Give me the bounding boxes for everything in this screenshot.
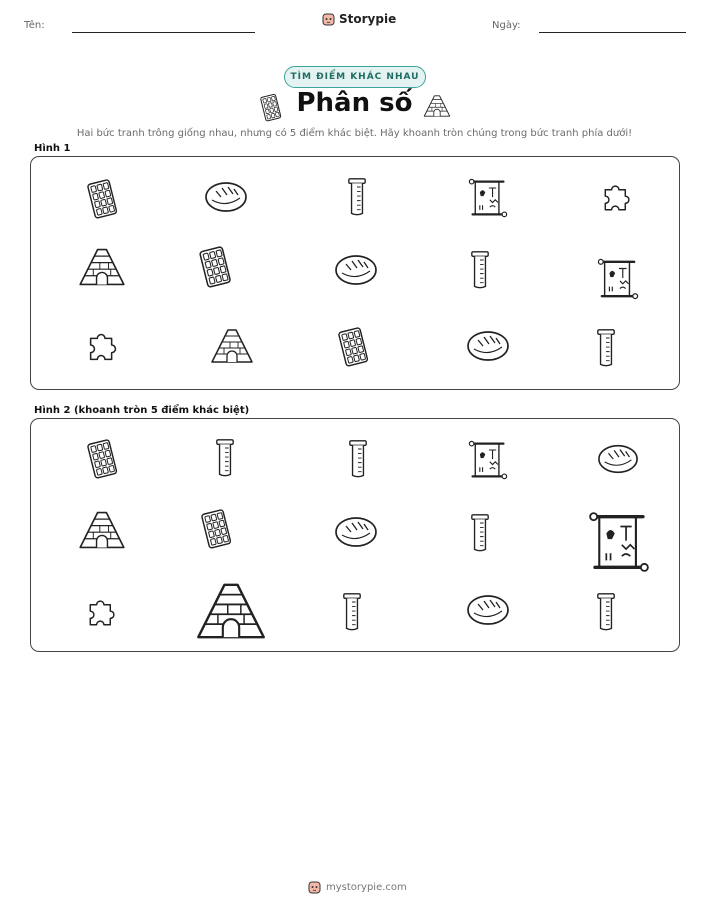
picture-item[interactable] bbox=[338, 439, 378, 479]
pyramid-icon bbox=[195, 575, 267, 647]
picture-item bbox=[586, 328, 626, 368]
panel1-label: Hình 1 bbox=[34, 143, 71, 154]
bread-icon bbox=[334, 248, 378, 292]
brand-logo bbox=[322, 12, 396, 26]
picture-item bbox=[460, 250, 500, 290]
picture-item[interactable] bbox=[205, 438, 245, 478]
waffle-icon bbox=[196, 245, 238, 287]
bread-icon bbox=[334, 510, 378, 554]
scroll-icon bbox=[468, 440, 508, 480]
waffle-icon bbox=[84, 178, 124, 218]
footer bbox=[308, 880, 407, 894]
bread-icon bbox=[204, 175, 248, 219]
brand-name: Storypie bbox=[339, 12, 397, 26]
picture-item bbox=[337, 177, 377, 217]
picture-item[interactable] bbox=[78, 506, 126, 554]
picture-item bbox=[335, 326, 375, 366]
picture-item bbox=[204, 175, 248, 219]
picture-item[interactable] bbox=[198, 508, 238, 548]
bread-icon bbox=[466, 324, 510, 368]
storypie-mascot-icon bbox=[308, 880, 321, 894]
picture-item bbox=[210, 324, 254, 368]
picture-item[interactable] bbox=[586, 592, 626, 632]
date-label: Ngày: bbox=[492, 20, 521, 31]
picture-item[interactable] bbox=[83, 592, 123, 632]
picture-item[interactable] bbox=[332, 592, 372, 632]
picture-item bbox=[196, 245, 238, 287]
picture-item bbox=[334, 248, 378, 292]
name-line[interactable] bbox=[72, 32, 255, 33]
picture-item[interactable] bbox=[84, 438, 124, 478]
pyramid-icon bbox=[78, 506, 126, 554]
picture-item[interactable] bbox=[597, 438, 639, 480]
pyramid-icon bbox=[210, 324, 254, 368]
scroll-icon bbox=[597, 258, 639, 300]
instructions: Hai bức tranh trông giống nhau, nhưng có 5 điểm khác biệt. Hãy khoanh tròn chúng trong bức tranh phía dưới! bbox=[76, 128, 633, 139]
worksheet-type-badge: TÌM ĐIỂM KHÁC NHAU bbox=[284, 66, 426, 88]
column-icon bbox=[205, 438, 245, 478]
column-icon bbox=[337, 177, 377, 217]
puzzle-icon bbox=[83, 592, 123, 632]
picture-item bbox=[84, 178, 124, 218]
pyramid-icon bbox=[420, 92, 454, 120]
scroll-icon bbox=[468, 178, 508, 218]
pyramid-icon bbox=[78, 243, 126, 291]
waffle-icon bbox=[258, 92, 286, 122]
picture-item[interactable] bbox=[588, 511, 650, 573]
picture-item[interactable] bbox=[468, 440, 508, 480]
scroll-icon bbox=[588, 511, 650, 573]
column-icon bbox=[586, 328, 626, 368]
puzzle-icon bbox=[598, 177, 638, 217]
bread-icon bbox=[597, 438, 639, 480]
footer-url: mystorypie.com bbox=[326, 881, 407, 893]
page-title: Phân số bbox=[296, 88, 413, 118]
picture-item bbox=[468, 178, 508, 218]
picture-item bbox=[83, 325, 125, 367]
storypie-mascot-icon bbox=[322, 12, 335, 26]
panel2-label: Hình 2 (khoanh tròn 5 điểm khác biệt) bbox=[34, 405, 250, 416]
name-label: Tên: bbox=[24, 20, 45, 31]
column-icon bbox=[460, 513, 500, 553]
date-line[interactable] bbox=[539, 32, 686, 33]
picture-item bbox=[466, 324, 510, 368]
picture-item[interactable] bbox=[334, 510, 378, 554]
column-icon bbox=[332, 592, 372, 632]
bread-icon bbox=[466, 588, 510, 632]
picture-item[interactable] bbox=[195, 575, 267, 647]
column-icon bbox=[586, 592, 626, 632]
picture-item[interactable] bbox=[460, 513, 500, 553]
column-icon bbox=[460, 250, 500, 290]
picture-item bbox=[598, 177, 638, 217]
picture-item bbox=[597, 258, 639, 300]
waffle-icon bbox=[335, 326, 375, 366]
waffle-icon bbox=[198, 508, 238, 548]
puzzle-icon bbox=[83, 325, 125, 367]
waffle-icon bbox=[84, 438, 124, 478]
picture-item bbox=[78, 243, 126, 291]
picture-item[interactable] bbox=[466, 588, 510, 632]
column-icon bbox=[338, 439, 378, 479]
